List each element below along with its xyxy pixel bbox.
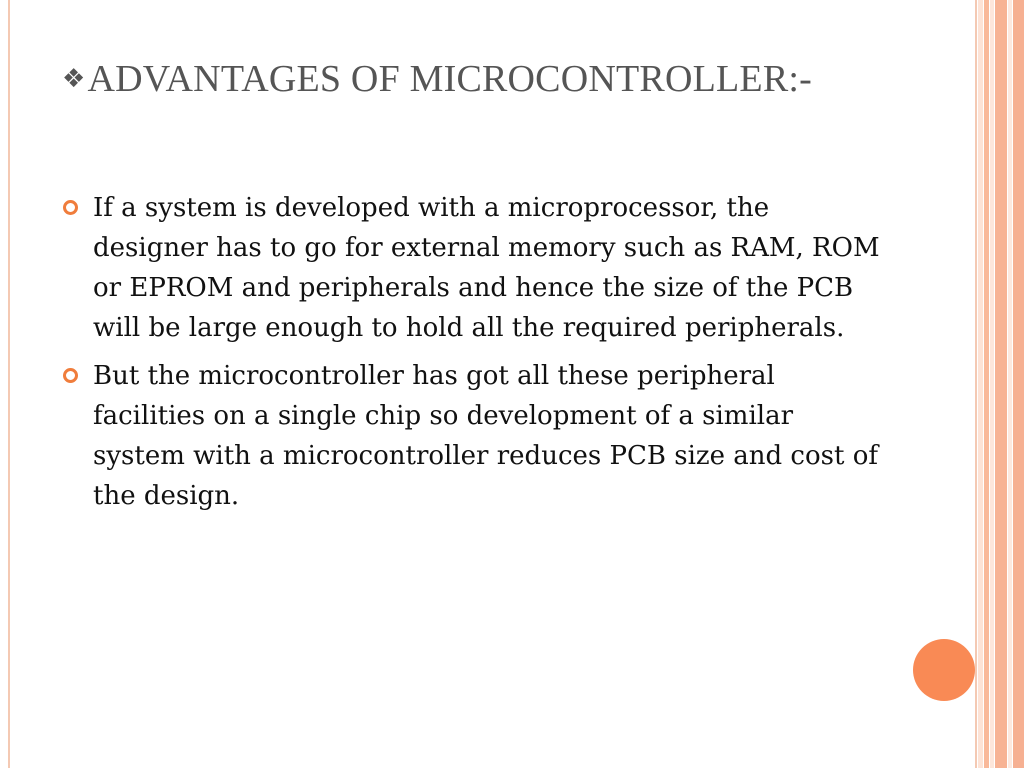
decor-stripe [990,0,994,768]
circle-bullet-icon [63,368,78,383]
diamond-bullet-icon: ❖ [62,64,86,94]
frame-right-line [975,0,977,768]
bullet-item [62,188,882,348]
bullet-text: But the microcontroller has got all these peripheral facilities on a single chip so development of a similar system with a microcontroller reduces PCB size and cost of the design. [93,361,878,511]
bullet-list [62,188,882,524]
bullet-item [62,356,882,516]
slide-title [62,58,942,100]
decor-stripe [1013,0,1024,768]
decor-circle [913,639,975,701]
slide-title-text: ADVANTAGES OF MICROCONTROLLER:- [87,58,813,100]
bullet-text: If a system is developed with a microprocessor, the designer has to go for external memory such as RAM, ROM or EPROM and peripherals and hence the size of the PCB will be large enough to hold all the required peripherals. [93,193,880,343]
decor-stripe [1008,0,1012,768]
decor-stripe [995,0,1007,768]
decor-stripe [984,0,989,768]
circle-bullet-icon [63,200,78,215]
frame-left-line [8,0,10,768]
decor-stripe [978,0,983,768]
